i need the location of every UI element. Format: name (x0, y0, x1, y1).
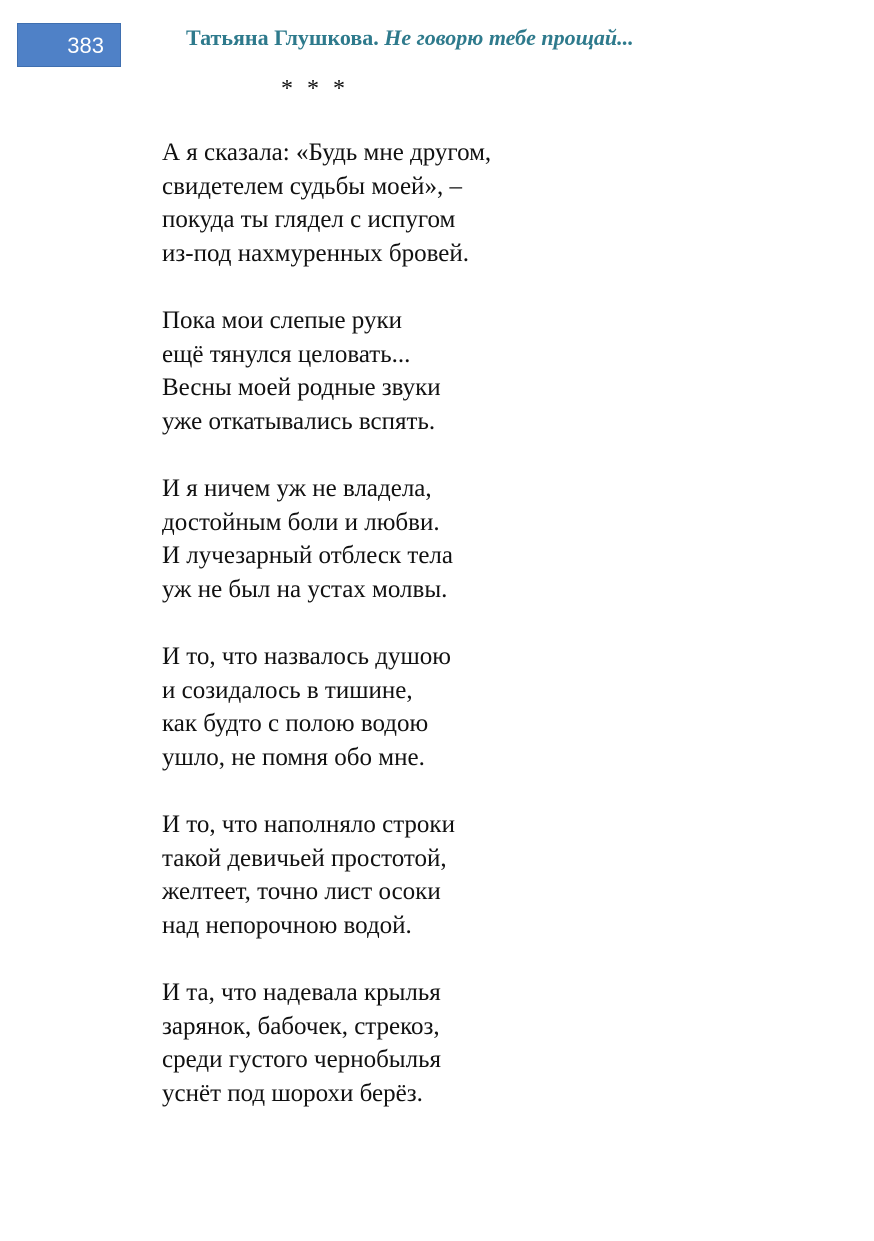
poem-line: А я сказала: «Будь мне другом, (162, 139, 492, 166)
poem-line: И я ничем уж не владела, (162, 475, 432, 502)
poem-line: над непорочною водой. (162, 911, 412, 939)
poem-line: как будто с полою водою (162, 710, 429, 737)
stanza (162, 976, 491, 1110)
stanza (162, 136, 491, 270)
poem-line: достойным боли и любви. (162, 508, 440, 536)
stanza (162, 640, 491, 774)
stanza (162, 472, 491, 606)
poem-line: из-под нахмуренных бровей. (162, 239, 470, 267)
poem-line: И та, что надевала крылья (162, 979, 441, 1006)
poem-line: такой девичьей простотой, (162, 844, 447, 872)
poem-line: И лучезарный отблеск тела (162, 542, 454, 569)
poem-line: Весны моей родные звуки (162, 374, 441, 401)
running-header (186, 25, 634, 51)
page-number: 383 (17, 23, 121, 67)
poem-line: покуда ты глядел с испугом (162, 206, 456, 233)
poem-line: свидетелем судьбы моей», – (162, 172, 462, 200)
poem-line: зарянок, бабочек, стрекоз, (162, 1012, 440, 1040)
header-title: Не говорю тебе прощай... (384, 25, 634, 50)
poem-line: ещё тянулся целовать... (162, 340, 411, 368)
stanza (162, 808, 491, 942)
poem-line: уже откатывались вспять. (162, 407, 436, 435)
stanza (162, 304, 491, 438)
header-author: Татьяна Глушкова. (186, 25, 379, 50)
poem-line: и созидалось в тишине, (162, 676, 413, 704)
poem-line: Пока мои слепые руки (162, 307, 403, 334)
poem-line: уж не был на устах молвы. (162, 575, 448, 603)
poem-line: желтеет, точно лист осоки (162, 878, 441, 905)
poem-separator: * * * (281, 76, 349, 102)
poem-line: И то, что наполняло строки (162, 811, 455, 838)
poem-body (162, 136, 491, 1144)
poem-line: ушло, не помня обо мне. (162, 743, 425, 771)
poem-line: И то, что назвалось душою (162, 643, 451, 670)
poem-line: среди густого чернобылья (162, 1046, 441, 1073)
poem-line: уснёт под шорохи берёз. (162, 1079, 423, 1107)
